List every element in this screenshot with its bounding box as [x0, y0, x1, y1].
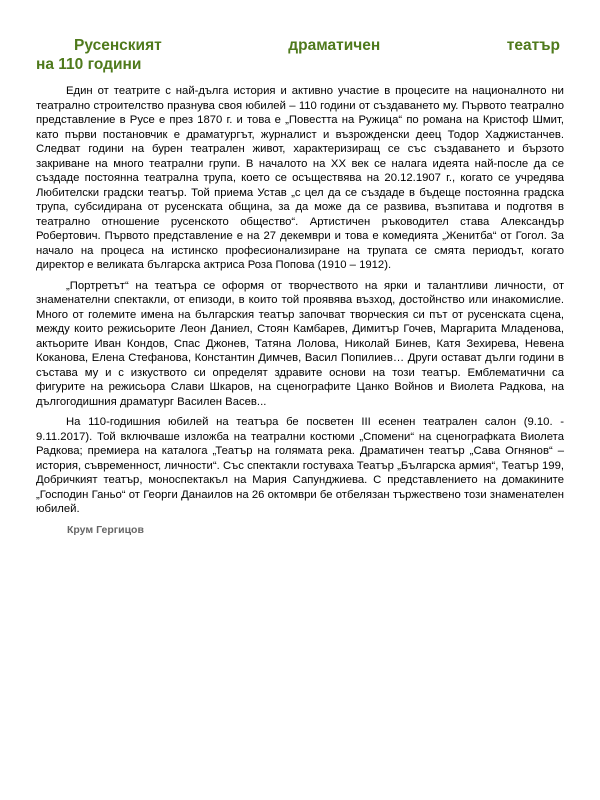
title-line-1 [36, 36, 560, 55]
title-word-3: театър [506, 37, 560, 54]
article-body [36, 84, 564, 537]
title-word-2: драматичен [288, 37, 381, 54]
author-name: Крум Гергицов [67, 523, 144, 536]
paragraph-portrait: „Портретът“ на театъра се оформя от творчеството на ярки и талантливи личности, от знаменателни спектакли, от епизоди, в които той проявява възход, достойнство или инакомислие. Много от големите имена на българския театър започват творческия си път от русенската сцена, между които режисьорите Леон Даниел, Стоян Камбарев, Димитър Гочев, Маргарита Младенова, актьорите Иван Кондов, Спас Джонев, Татяна Лолова, Николай Бинев, Катя Зехирева, Невена Коканова, Елена Стефанова, Константин Димчев, Васил Попилиев… Други остават дълги години в състава му и с изкуството си определят здравите основи на този театър. Емблематични са фигурите на режисьора Слави Шкаров, на сценографите Цанко Войнов и Виолета Радкова, на дългогодишния драматург Василен Васев... [36, 279, 564, 408]
paragraph-history: Един от театрите с най-дълга история и активно участие в процесите на националното ни театрално строителство празнува своя юбилей – 110 години от създаването му. Първото театрално представление в Русе е през 1870 г. и това е „Повестта на Ружица“ по романа на Кристоф Шмит, като първи постановчик е драматургът, журналист и възрожденски деец Тодор Хаджистанчев. Следват години на бурен театрален живот, характеризиращ се със създаването и бързото закриване на много театрални групи. В началото на XX век се налага идеята най-после да се създаде постоянна театрална трупа, което се осъществява на 20.12.1907 г., когато се учредява Любителски градски театър. Той приема Устав „с цел да се създаде в бъдеще постоянна градска трупа, субсидирана от русенската община, за да може да се развива, възпитава и подготвя в театрално отношение русенското общество“. Артистичен ръководител става Александър Робертович. Първото представление е на 27 декември и това е комедията „Женитба“ от Гогол. За начало на процеса на истинско професионализиране на трупата се смята периодът, когато директор е великата българска актриса Роза Попова (1910 – 1912). [36, 85, 564, 271]
article-title [36, 36, 560, 74]
title-line-2: на 110 години [36, 56, 142, 73]
title-word-1: Русенският [74, 37, 162, 54]
paragraph-jubilee: На 110-годишния юбилей на театъра бе посветен III есенен театрален салон (9.10. - 9.11.2017). Той включваше изложба на театрални костюми „Спомени“ на сценографката Виолета Радкова; премиера на каталога „Театър на голямата река. Драматичен театър „Сава Огнянов“ – история, съвременност, личности“. Със спектакли гостуваха Театър „Българска армия“, Театър 199, Добричкият театър, моноспектакъл на Мария Сапунджиева. С представлението на домакините „Господин Ганьо“ от Георги Данаилов на 26 октомври бе отбелязан тържествено този знаменателен юбилей. [36, 416, 564, 515]
